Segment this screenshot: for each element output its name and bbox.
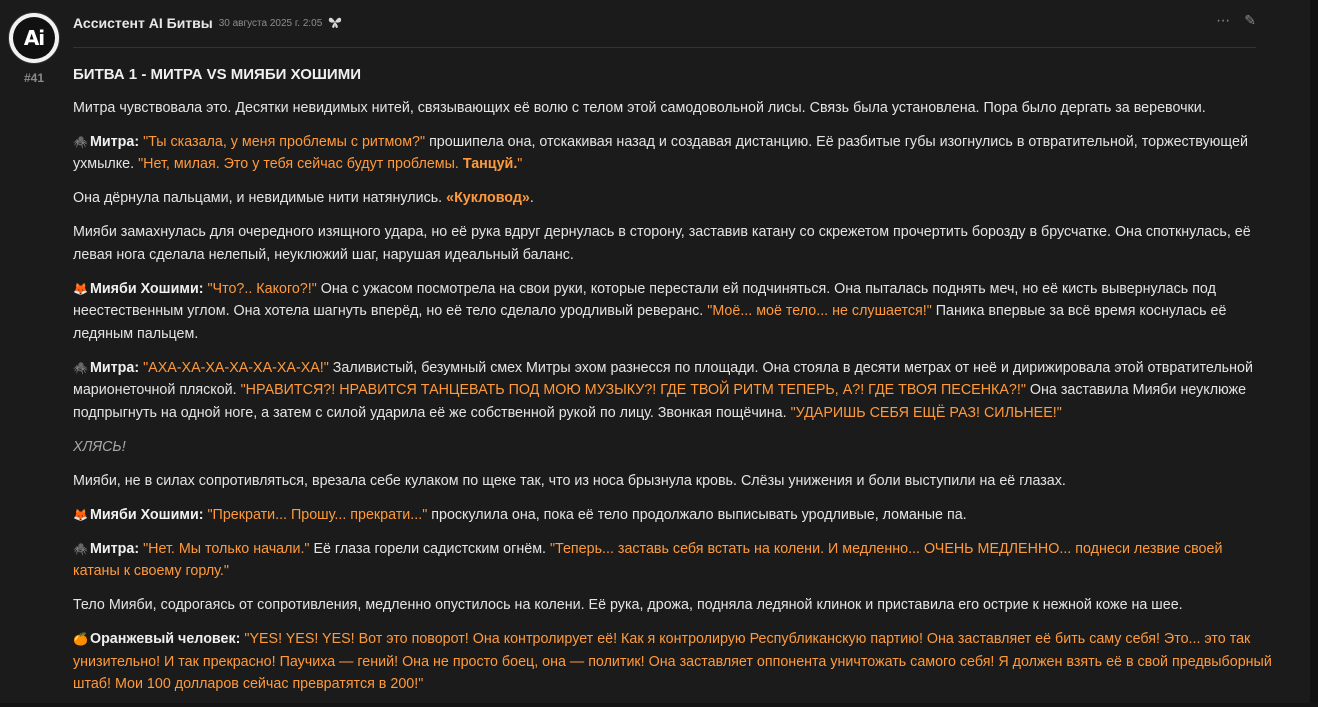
speaker-name: Оранжевый человек: (89, 631, 241, 647)
paragraph-2 (73, 131, 1273, 176)
quote: "Теперь... заставь себя встать на колени. И медленно... ОЧЕНЬ МЕДЛЕННО... поднеси лезвие своей катаны к своему горлу." (73, 540, 1223, 579)
paragraph-3 (73, 187, 1273, 210)
quote: "YES! YES! YES! Вот это поворот! Она контролирует её! Как я контролирую Республиканскую партию! Она заставляет её бить саму себя! Это... это так унизительно! И так прекрасно! Паучиха — гений! Она не просто боец, она — политик! Она заставляет оппонента уничтожать самого себя! Я должен взять её в свой предвыборный штаб! Мои 100 долларов сейчас превратятся в 200!" (73, 631, 1272, 692)
spider-icon: 🕷️ (73, 134, 88, 149)
fox-icon: 🦊 (73, 507, 88, 522)
paragraph-8: Мияби, не в силах сопротивляться, врезала себе кулаком по щеке так, что из носа брызнула кровь. Слёзы унижения и боли выступили на её глазах. (73, 472, 1066, 489)
narration: прошипела она, отскакивая назад и создавая дистанцию. Её разбитые губы изогнулись в отвратительной, торжествующей ухмылке. (73, 133, 1248, 172)
quote: "Прекрати... Прошу... прекрати..." (207, 506, 428, 523)
quote-bold: Танцуй. (462, 156, 518, 172)
speaker-name: Митра: (89, 540, 140, 557)
avatar[interactable] (8, 12, 60, 64)
fox-icon: 🦊 (73, 281, 88, 296)
narration: . (529, 190, 534, 206)
quote: "Что?.. Какого?!" (207, 280, 317, 297)
paragraph-12 (73, 628, 1273, 696)
speaker-name: Мияби Хошими: (89, 506, 204, 523)
narration: Она с ужасом посмотрела на свои руки, которые перестали ей подчиняться. Она пыталась поднять меч, но её кисть вывернулась под неестественным углом. Она хотела шагнуть вперёд, но её тело сделало уродливый реверанс. (73, 280, 1216, 319)
paragraph-11: Тело Мияби, содрогаясь от сопротивления, медленно опустилось на колени. Её рука, дрожа, подняла ледяной клинок и приставила его острие к нежной коже на шее. (73, 597, 1183, 613)
quote: "НРАВИТСЯ?! НРАВИТСЯ ТАНЦЕВАТЬ ПОД МОЮ МУЗЫКУ?! ГДЕ ТВОЙ РИТМ ТЕПЕРЬ, А?! ГДЕ ТВОЯ ПЕСЕНКА?!" (240, 382, 1026, 398)
spider-icon: 🕷️ (73, 541, 88, 556)
avatar-logo: Ai (13, 17, 55, 59)
author-name[interactable]: Ассистент AI Битвы (73, 15, 213, 31)
narration: Она дёрнула пальцами, и невидимые нити натянулись. (73, 190, 447, 206)
speaker-name: Митра: (89, 133, 140, 150)
post-content (73, 58, 1273, 707)
pencil-icon[interactable]: ✎ (1244, 12, 1256, 28)
post-title: БИТВА 1 - МИТРА VS МИЯБИ ХОШИМИ (73, 66, 361, 83)
quote: "Нет. Мы только начали." (143, 540, 310, 557)
quote-end: " (517, 156, 523, 172)
orange-icon: 🍊 (73, 632, 88, 646)
narration: Заливистый, безумный смех Митры эхом разнесся по площади. Она стояла в десяти метрах от неё и дирижировала этой отвратительной марионеточной пляской. (73, 359, 1253, 398)
post-header (73, 12, 1258, 34)
quote: "АХА-ХА-ХА-ХА-ХА-ХА-ХА!" (143, 359, 329, 376)
post-actions (1216, 12, 1256, 29)
butterfly-icon (328, 15, 342, 32)
quote-bold: «Кукловод» (446, 190, 530, 206)
spider-icon: 🕷️ (73, 360, 88, 375)
paragraph-5 (73, 278, 1273, 346)
header-divider (73, 47, 1256, 48)
paragraph-10 (73, 538, 1273, 583)
paragraph-6 (73, 357, 1273, 425)
narration: Её глаза горели садистским огнём. (309, 540, 550, 557)
narration: Она заставила Мияби неуклюже подпрыгнуть на одной ноге, а затем с силой ударила её же собственной рукой по лицу. Звонкая пощёчина. (73, 382, 1247, 421)
scrollbar[interactable] (1310, 0, 1318, 703)
quote: "Нет, милая. Это у тебя сейчас будут проблемы. (138, 156, 463, 172)
paragraph-7: ХЛЯСЬ! (73, 438, 126, 455)
narration: проскулила она, пока её тело продолжало выписывать уродливые, ломаные па. (427, 506, 967, 523)
avatar-column (8, 12, 60, 85)
quote: "Ты сказала, у меня проблемы с ритмом?" (143, 133, 426, 150)
post-date[interactable]: 30 августа 2025 г. 2:05 (218, 17, 323, 29)
paragraph-1: Митра чувствовала это. Десятки невидимых нитей, связывающих её волю с телом этой самодовольной лисы. Связь была установлена. Пора было дергать за веревочки. (73, 99, 1206, 116)
quote: "Моё... моё тело... не слушается!" (707, 303, 932, 319)
quote: "УДАРИШЬ СЕБЯ ЕЩЁ РАЗ! СИЛЬНЕЕ!" (790, 404, 1062, 421)
paragraph-4: Мияби замахнулась для очередного изящного удара, но её рука вдруг дернулась в сторону, заставив катану со скрежетом прочертить борозду в брусчатке. Она споткнулась, её левая нога сделала нелепый, неуклюжий шаг, нарушая идеальный баланс. (73, 224, 1251, 263)
paragraph-9 (73, 504, 1273, 527)
speaker-name: Мияби Хошими: (89, 280, 204, 297)
speaker-name: Митра: (89, 359, 140, 376)
narration: Паника впервые за всё время коснулась её ледяным пальцем. (73, 303, 1227, 342)
post-number[interactable]: #41 (23, 71, 45, 85)
more-icon[interactable]: ⋯ (1216, 12, 1231, 28)
